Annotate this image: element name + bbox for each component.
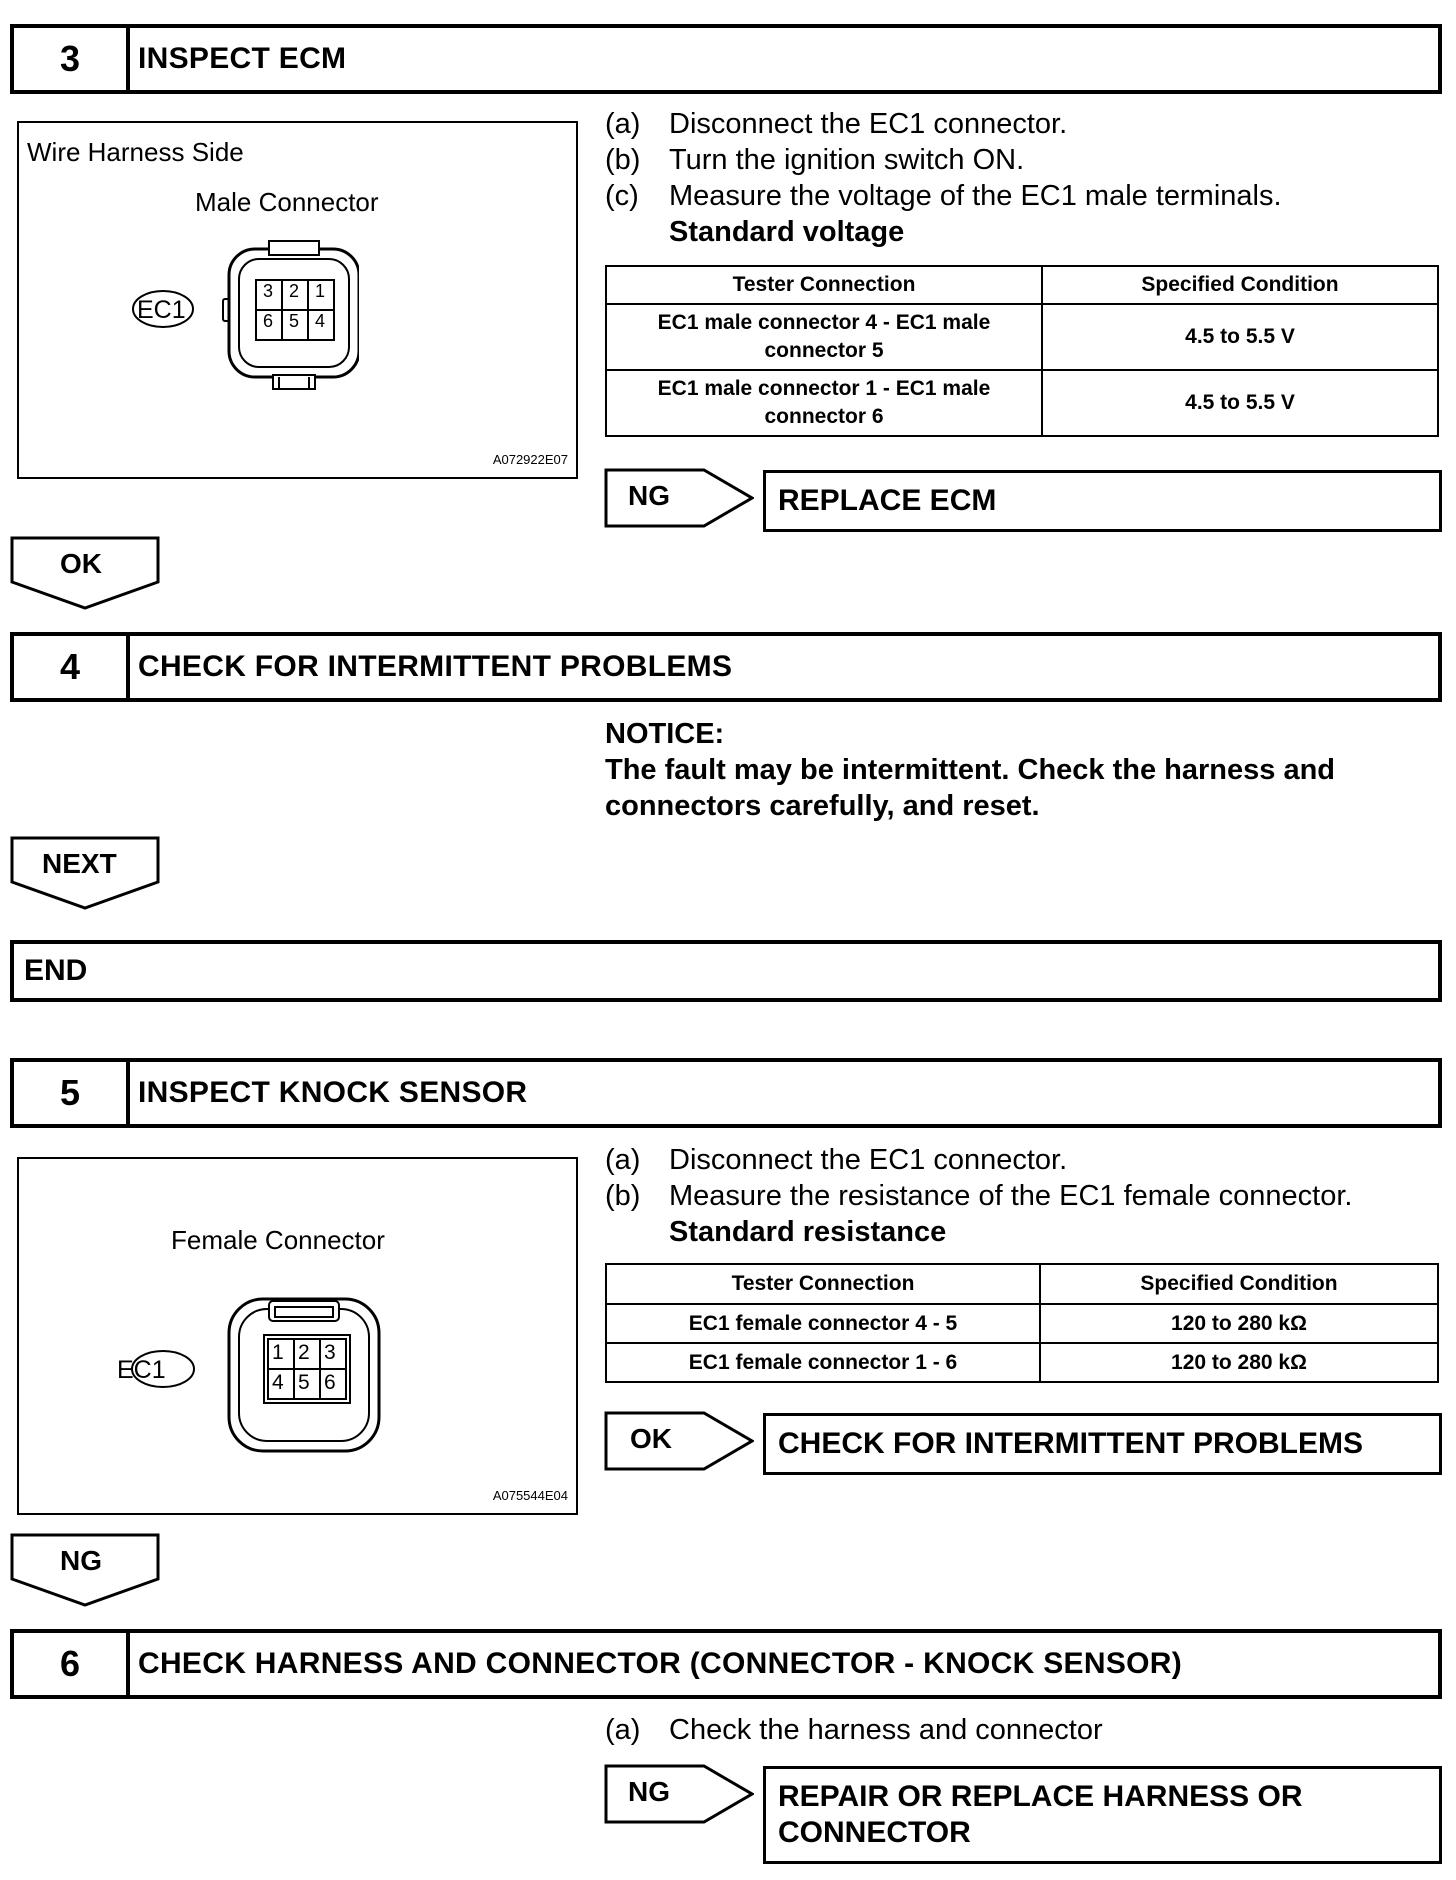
step-6-header (10, 1629, 1442, 1699)
end-box (10, 940, 1442, 1002)
step-number: 6 (14, 1633, 130, 1695)
instruction-text: Check the harness and connector (669, 1714, 1103, 1746)
step-title: CHECK HARNESS AND CONNECTOR (CONNECTOR - KNOCK SENSOR) (138, 1647, 1183, 1680)
voltage-spec-table (605, 265, 1439, 437)
instruction-label: (a) (605, 108, 641, 140)
pin-6: 6 (263, 311, 274, 331)
male-connector-figure (17, 121, 578, 479)
step-title: INSPECT KNOCK SENSOR (138, 1076, 528, 1109)
standard-resistance-label: Standard resistance (669, 1216, 947, 1248)
pin-4: 4 (315, 311, 326, 331)
replace-ecm-result: REPLACE ECM (763, 470, 1442, 532)
connector-id-ec1: EC1 (137, 296, 186, 324)
cell-line: EC1 male connector 4 - EC1 male (657, 311, 991, 334)
instruction-label: (b) (605, 144, 641, 176)
table-row (606, 304, 1438, 370)
pin-2: 2 (298, 1341, 310, 1364)
instruction-c (605, 178, 1282, 214)
ok-label: OK (630, 1423, 672, 1454)
instruction-text: Measure the voltage of the EC1 male terminals. (669, 180, 1282, 212)
notice-line-1: The fault may be intermittent. Check the harness and (605, 754, 1335, 786)
next-label: NEXT (42, 848, 117, 879)
step-number: 4 (14, 636, 130, 698)
notice-title: NOTICE: (605, 718, 725, 750)
step-4-header (10, 632, 1442, 702)
standard-voltage-label: Standard voltage (669, 216, 905, 248)
ng-arrow-icon (604, 468, 754, 528)
table-header: Specified Condition (1040, 1264, 1438, 1304)
pin-3: 3 (263, 281, 274, 301)
instruction-text: Turn the ignition switch ON. (669, 144, 1025, 176)
end-title: END (24, 954, 88, 987)
instruction-a (605, 1712, 1103, 1748)
table-cell (606, 304, 1042, 370)
pin-5: 5 (298, 1371, 310, 1394)
resistance-spec-table (605, 1263, 1439, 1383)
check-intermittent-result: CHECK FOR INTERMITTENT PROBLEMS (763, 1413, 1442, 1475)
pin-6: 6 (324, 1371, 336, 1394)
table-cell: 120 to 280 kΩ (1040, 1304, 1438, 1343)
ng-arrow-icon (604, 1764, 754, 1824)
wire-harness-side-label: Wire Harness Side (27, 137, 244, 167)
table-cell: 4.5 to 5.5 V (1042, 370, 1438, 436)
instruction-text: Disconnect the EC1 connector. (669, 108, 1068, 140)
instruction-label: (a) (605, 1714, 641, 1746)
figure-code: A075544E04 (492, 1488, 568, 1503)
table-header: Tester Connection (606, 266, 1042, 304)
instruction-label: (b) (605, 1180, 641, 1212)
pin-1: 1 (272, 1341, 284, 1364)
pin-5: 5 (289, 311, 300, 331)
ng-label: NG (628, 480, 670, 511)
table-header-row (606, 1264, 1438, 1304)
ng-label: NG (628, 1776, 670, 1807)
notice-line-2: connectors carefully, and reset. (605, 790, 1040, 822)
table-header: Specified Condition (1042, 266, 1438, 304)
cell-line: connector 5 (764, 339, 884, 362)
step-number: 5 (14, 1062, 130, 1124)
table-row (606, 1343, 1438, 1382)
table-cell: EC1 female connector 4 - 5 (606, 1304, 1040, 1343)
step-3-header (10, 24, 1442, 94)
table-cell: EC1 female connector 1 - 6 (606, 1343, 1040, 1382)
pin-1: 1 (315, 281, 326, 301)
instruction-b (605, 142, 1024, 178)
ng-label: NG (60, 1545, 102, 1576)
repair-replace-result (763, 1766, 1442, 1864)
table-cell: 4.5 to 5.5 V (1042, 304, 1438, 370)
instruction-a (605, 106, 1067, 142)
table-header-row (606, 266, 1438, 304)
instruction-label: (c) (605, 180, 639, 212)
female-connector-figure (17, 1157, 578, 1515)
result-line: CONNECTOR (778, 1816, 971, 1849)
male-connector-label: Male Connector (195, 187, 379, 217)
table-cell (606, 370, 1042, 436)
female-connector-label: Female Connector (171, 1225, 385, 1255)
instruction-b (605, 1178, 1352, 1214)
cell-line: connector 6 (764, 405, 884, 428)
figure-code: A072922E07 (492, 452, 568, 467)
result-line: REPAIR OR REPLACE HARNESS OR (778, 1780, 1303, 1813)
step-5-header (10, 1058, 1442, 1128)
instruction-text: Measure the resistance of the EC1 female connector. (669, 1180, 1353, 1212)
step-number: 3 (14, 28, 130, 90)
step-title: INSPECT ECM (138, 42, 347, 75)
instruction-a (605, 1142, 1067, 1178)
step-title: CHECK FOR INTERMITTENT PROBLEMS (138, 650, 733, 683)
cell-line: EC1 male connector 1 - EC1 male (657, 377, 991, 400)
table-cell: 120 to 280 kΩ (1040, 1343, 1438, 1382)
table-row (606, 1304, 1438, 1343)
table-header: Tester Connection (606, 1264, 1040, 1304)
table-row (606, 370, 1438, 436)
connector-id-ec1: EC1 (117, 1356, 166, 1384)
pin-3: 3 (324, 1341, 336, 1364)
instruction-label: (a) (605, 1144, 641, 1176)
ok-arrow-icon (604, 1411, 754, 1471)
instruction-text: Disconnect the EC1 connector. (669, 1144, 1068, 1176)
pin-2: 2 (289, 281, 300, 301)
ok-label: OK (60, 548, 102, 579)
pin-4: 4 (272, 1371, 284, 1394)
